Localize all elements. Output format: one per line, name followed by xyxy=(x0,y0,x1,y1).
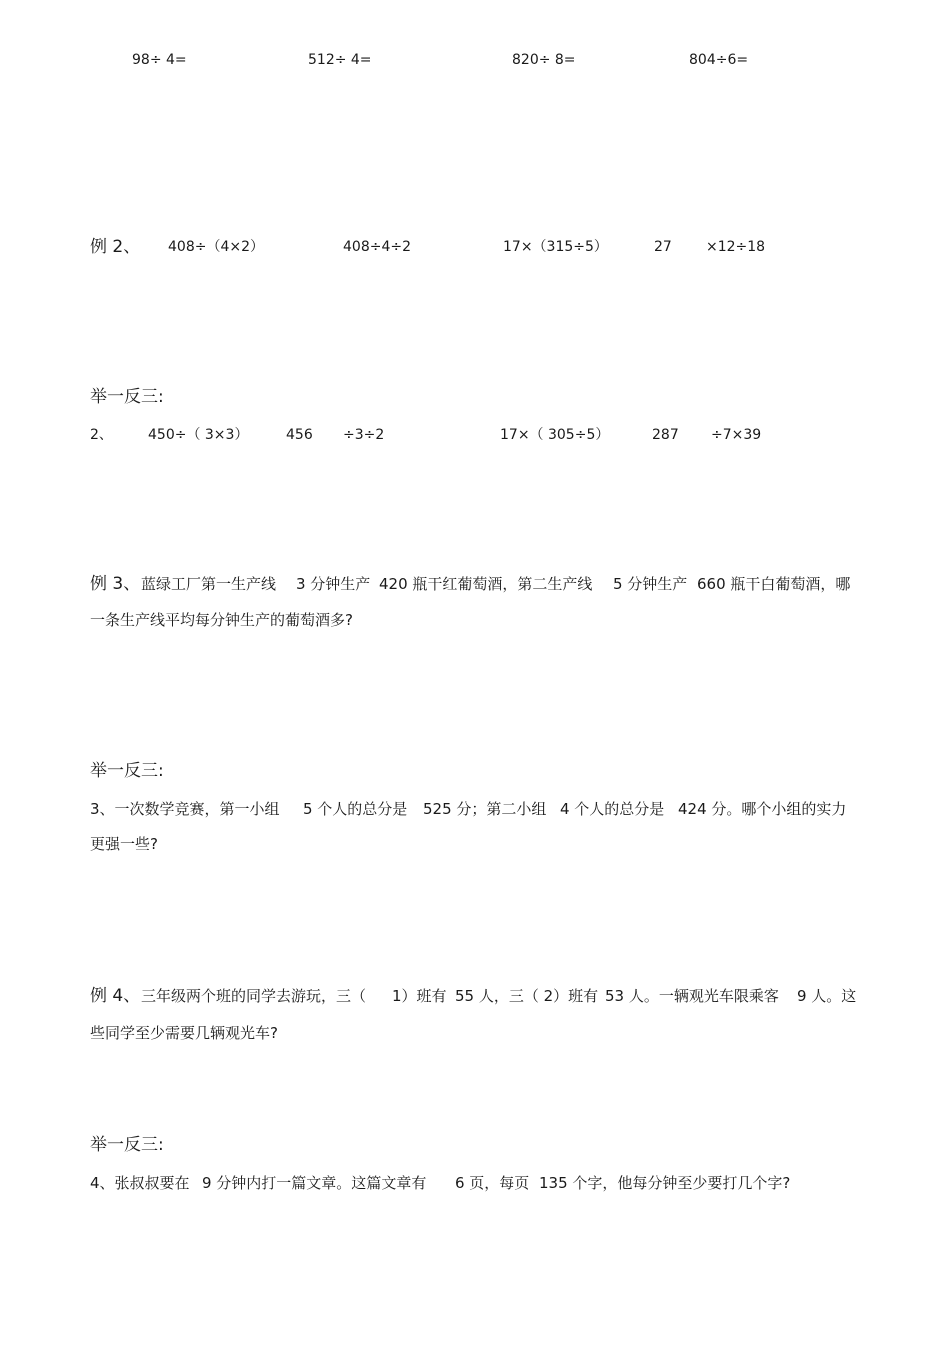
expression-804-div-6: 804÷6= xyxy=(689,52,749,68)
example-4-text-5: 9 人。这 xyxy=(797,987,857,1005)
practice-3-text-4: 4 个人的总分是 xyxy=(560,800,665,818)
practice-heading-2: 举一反三: xyxy=(90,761,164,781)
example-2-expression-3: 17×（315÷5） xyxy=(503,239,608,255)
practice-2-expression-4-rest: ÷7×39 xyxy=(711,427,762,443)
practice-2-expression-2-rest: ÷3÷2 xyxy=(343,427,385,443)
example-2-expression-4-rest: ×12÷18 xyxy=(706,239,766,255)
example-3-text-1: 蓝绿工厂第一生产线 xyxy=(141,575,277,593)
example-4-text-line-2: 些同学至少需要几辆观光车? xyxy=(90,1024,278,1042)
example-3-text-4: 5 分钟生产 xyxy=(613,575,688,593)
practice-3-text-1: 3、一次数学竞赛，第一小组 xyxy=(90,800,280,818)
example-3-text-3: 420 瓶干红葡萄酒，第二生产线 xyxy=(379,575,593,593)
practice-2-number: 2、 xyxy=(90,427,113,443)
example-3-text-line-2: 一条生产线平均每分钟生产的葡萄酒多? xyxy=(90,611,353,629)
example-2-expression-4-number: 27 xyxy=(654,239,672,255)
example-3-text-5: 660 瓶干白葡萄酒，哪 xyxy=(697,575,851,593)
practice-4-text-3: 6 页，每页 xyxy=(455,1174,530,1192)
example-3-text-2: 3 分钟生产 xyxy=(296,575,371,593)
practice-4-text-2: 9 分钟内打一篇文章。这篇文章有 xyxy=(202,1174,427,1192)
practice-3-text-2: 5 个人的总分是 xyxy=(303,800,408,818)
example-2-expression-1: 408÷（4×2） xyxy=(168,239,264,255)
expression-820-div-8: 820÷ 8= xyxy=(512,52,576,68)
practice-2-expression-3: 17×（ 305÷5） xyxy=(500,427,610,443)
example-4-text-2: 1）班有 xyxy=(392,987,447,1005)
example-3-label: 例 3、 xyxy=(90,574,141,594)
example-2-expression-2: 408÷4÷2 xyxy=(343,239,411,255)
example-4-text-1: 三年级两个班的同学去游玩，三（ xyxy=(141,987,367,1005)
example-2-label: 例 2、 xyxy=(90,237,141,257)
practice-2-expression-4-number: 287 xyxy=(652,427,679,443)
practice-heading-3: 举一反三: xyxy=(90,1135,164,1155)
example-4-label: 例 4、 xyxy=(90,986,141,1006)
practice-heading-1: 举一反三: xyxy=(90,387,164,407)
expression-512-div-4: 512÷ 4= xyxy=(308,52,372,68)
practice-4-text-4: 135 个字，他每分钟至少要打几个字? xyxy=(539,1174,791,1192)
practice-3-text-5: 424 分。哪个小组的实力 xyxy=(678,800,847,818)
practice-2-expression-2-number: 456 xyxy=(286,427,313,443)
practice-4-text-1: 4、张叔叔要在 xyxy=(90,1174,190,1192)
practice-3-text-3: 525 分；第二小组 xyxy=(423,800,547,818)
example-4-text-4: 53 人。一辆观光车限乘客 xyxy=(605,987,779,1005)
practice-3-text-line-2: 更强一些? xyxy=(90,835,158,853)
expression-98-div-4: 98÷ 4= xyxy=(132,52,187,68)
practice-2-expression-1: 450÷（ 3×3） xyxy=(148,427,249,443)
example-4-text-3: 55 人，三（ 2）班有 xyxy=(455,987,599,1005)
